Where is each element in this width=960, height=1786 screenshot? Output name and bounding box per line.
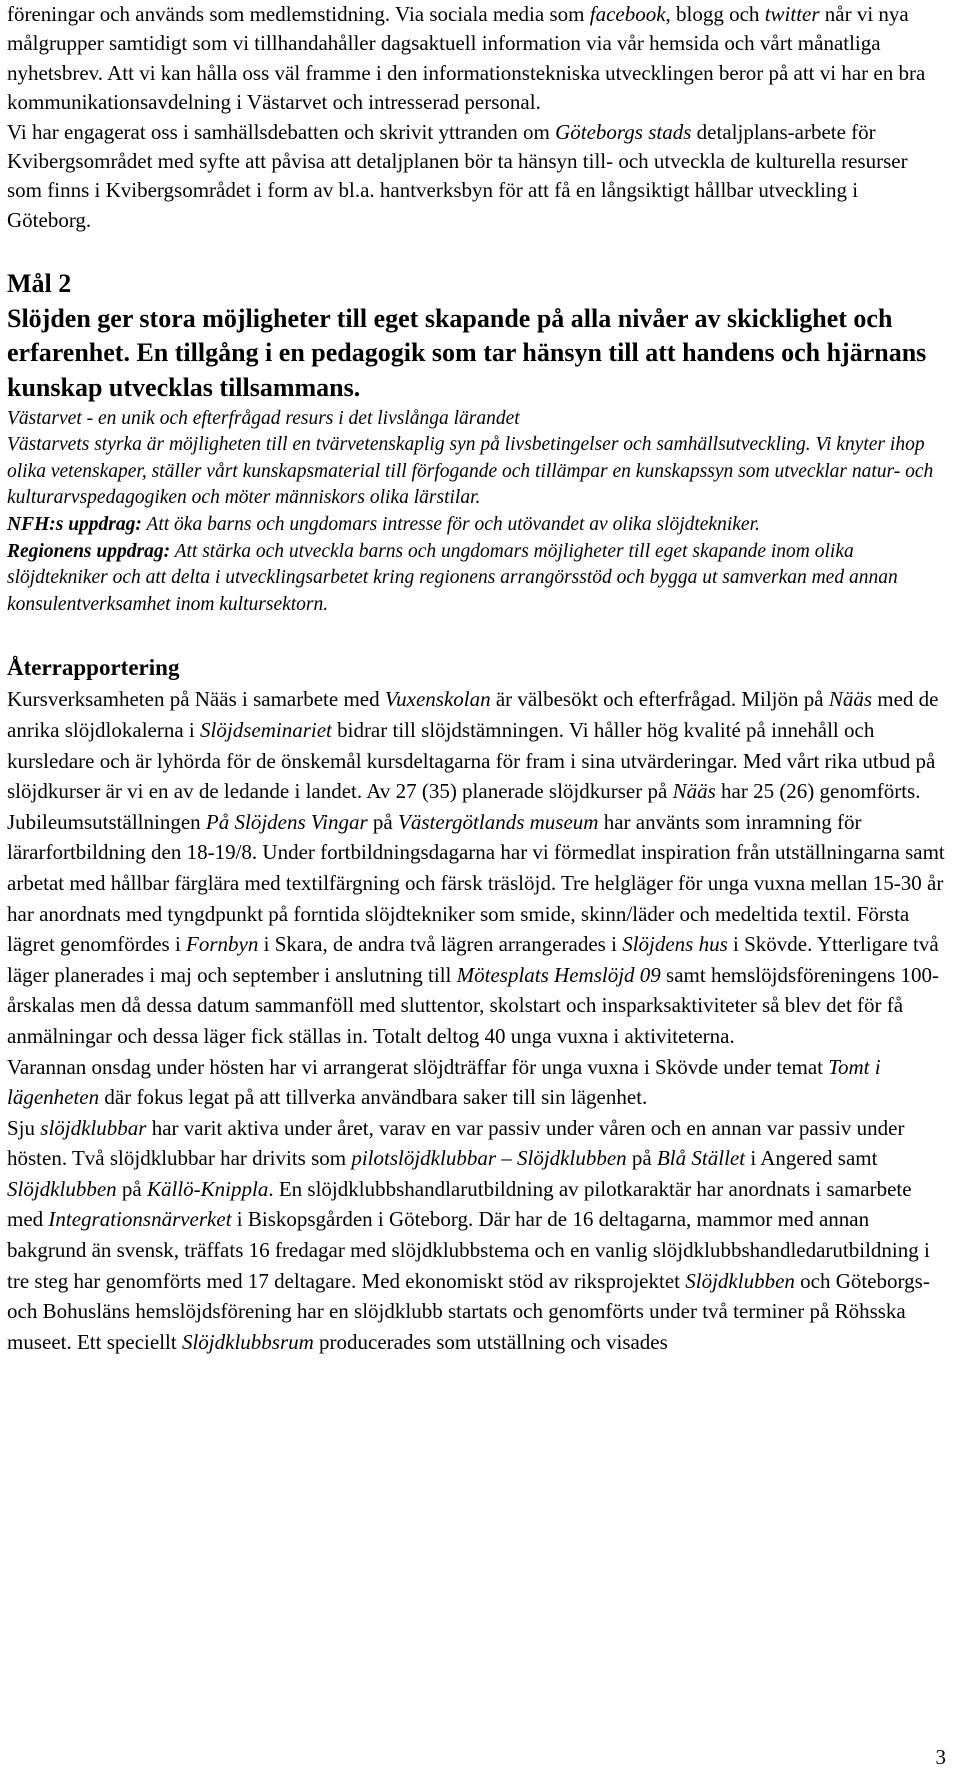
emphasis-integrationsnatverket: Integrationsnärverket [48, 1207, 232, 1232]
text-run: på [626, 1146, 657, 1171]
emphasis-slojdklubben: Slöjdklubben [7, 1176, 117, 1201]
emphasis-tomt-i-lagenheten: Tomt i lägenheten [7, 1054, 881, 1110]
document-page [7, 0, 945, 1357]
report-paragraph-clubs [7, 1113, 945, 1358]
text-run: Kursverksamheten på Nääs i samarbete med [7, 687, 385, 712]
text-run: med de anrika slöjdlokalerna i [7, 687, 939, 742]
emphasis-bla-stallet: Blå Stället [656, 1146, 746, 1171]
emphasis-slojdklubbsrum: Slöjdklubbsrum [181, 1329, 314, 1354]
goal-heading: Mål 2 [7, 269, 72, 299]
text-run: Varannan onsdag under hösten har vi arrangerat slöjdträffar för unga vuxna i Skövde under temat [7, 1054, 829, 1079]
text-run: , blogg och [665, 2, 765, 26]
emphasis-slojdklubben: Slöjdklubben [685, 1268, 795, 1293]
emphasis-goteborgs-stads: Göteborgs stads [555, 119, 692, 144]
text-run: når vi nya målgrupper samtidigt som vi tillhandahåller dagsaktuell information via vår hemsida och vårt månatliga nyhetsbrev. Att vi kan hålla oss väl framme i den informationstekniska utvecklingen beror på att vi har en bra kommunikationsavdelning i Västarvet och intresserad personal. [7, 2, 926, 115]
text-run: på [367, 809, 398, 834]
text-run: i Skövde. Ytterligare två läger planerades i maj och september i anslutning till [7, 932, 939, 987]
emphasis-pilotslojdklubbar: pilotslöjdklubbar – Slöjdklubben [351, 1146, 627, 1171]
text-run: detaljplans-arbete för Kvibergsområdet med syfte att påvisa att detaljplanen bör ta hänsyn till- och utveckla de kulturella resurser som finns i Kvibergsområdet i form av bl.a. hantverksbyn för att få en långsiktigt hållbar utveckling i Göteborg. [7, 119, 908, 232]
text-run: producerades som utställning och visades [313, 1329, 668, 1354]
emphasis-vuxenskolan: Vuxenskolan [384, 687, 491, 712]
report-paragraph-exhibition [7, 807, 945, 1052]
text-run: i Skara, de andra två lägren arrangerades i [258, 932, 623, 957]
region-assignment [7, 539, 945, 619]
emphasis-facebook: facebook [589, 2, 666, 26]
text-run: på [116, 1176, 147, 1201]
emphasis-twitter: twitter [764, 2, 820, 26]
nfh-assignment [7, 512, 945, 539]
emphasis-slojdklubbar: slöjdklubbar [40, 1115, 147, 1140]
text-run: har varit aktiva under året, varav en var passiv under våren och en annan var passiv under hösten. Två slöjdklubbar har drivits som [7, 1115, 905, 1171]
text-run: där fokus legat på att tillverka användbara saker till sin lägenhet. [99, 1085, 648, 1110]
text-run: . En slöjdklubbshandlarutbildning av pilotkaraktär har anordnats i samarbete med [7, 1176, 912, 1232]
text-run: har använts som inramning för lärarfortbildning den 18-19/8. Under fortbildningsdagarna har vi förmedlat inspiration från utställningarna samt arbetat med hållbar färglära med textilfärgning och färsk träslöjd. Tre helgläger för unga vuxna mellan 15-30 år har anordnats med tyngdpunkt på forntida slöjdtekniker som smide, skinn/läder och medeltida textil. Första lägret genomfördes i [7, 809, 945, 957]
text-run: är välbesökt och efterfrågad. Miljön på [490, 687, 829, 712]
text-run: föreningar och används som medlemstidning. Via sociala media som [7, 2, 590, 26]
emphasis-motesplats-hemslojd: Mötesplats Hemslöjd 09 [456, 962, 661, 987]
text-run: bidrar till slöjdstämningen. Vi håller hög kvalité på innehåll och kursledare och är lyhörda för de önskemål kursdeltagarna för fram i sina utvärderingar. Med vårt rika utbud på slöjdkurser är vi en av de ledande i landet. Av 27 (35) planerade slöjdkurser på [7, 717, 936, 804]
page-number: 3 [935, 1745, 946, 1769]
text-run: har 25 (26) genomförts. [715, 779, 921, 804]
intro-paragraph-media [7, 0, 945, 118]
emphasis-naas: Nääs [672, 779, 716, 804]
emphasis-kallo-knippla: Källö-Knippla [146, 1176, 269, 1201]
goal-sub-text: Västarvets styrka är möjligheten till en tvärvetenskaplig syn på livsbetingelser och samhällsutveckling. Vi knyter ihop olika vetenskaper, ställer vårt kunskapsmaterial till förfogande och tillämpar en kunskapssyn som utvecklar natur- och kulturarvspedagogiken och möter människors olika lärstilar. [7, 434, 934, 509]
text-run: Vi har engagerat oss i samhällsdebatten och skrivit yttranden om [7, 119, 556, 144]
text-run: Jubileumsutställningen [7, 809, 206, 834]
text-run: Sju [7, 1115, 41, 1140]
region-text: Att stärka och utveckla barns och ungdomars möjligheter till eget skapande inom olika slöjdtekniker och att delta i utvecklingsarbetet kring regionens arrangörsstöd och bygga ut samverkan med annan konsulentverksamhet inom kultursektorn. [7, 540, 898, 615]
goal-sub-heading: Västarvet - en unik och efterfrågad resurs i det livslånga lärandet [7, 407, 520, 429]
text-run: och Göteborgs- och Bohusläns hemslöjdsförening har en slöjdklubb startats och genomförts under två terminer på Röhsska museet. Ett speciellt [7, 1268, 930, 1354]
emphasis-pa-slojdens-vingar: På Slöjdens Vingar [205, 809, 368, 834]
text-run: i Biskopsgården i Göteborg. Där har de 16 deltagarna, mammor med annan bakgrund än svensk, träffats 16 fredagar med slöjdklubbstema och en vanlig slöjdklubbshandledarutbildning i tre steg har genomförts med 17 deltagare. Med ekonomiskt stöd av riksprojektet [7, 1207, 930, 1293]
report-paragraph-skovde [7, 1052, 945, 1113]
intro-paragraph-debate [7, 118, 945, 236]
goal-statement: Slöjden ger stora möjligheter till eget skapande på alla nivåer av skicklighet och erfarenhet. En tillgång i en pedagogik som tar hänsyn till att handens och hjärnans kunskap utvecklas tillsammans. [7, 303, 927, 403]
nfh-label: NFH:s uppdrag: [7, 514, 142, 535]
nfh-text: Att öka barns och ungdomars intresse för och utövandet av olika slöjdtekniker. [141, 514, 760, 535]
text-run: i Angered samt [745, 1146, 878, 1171]
emphasis-naas: Nääs [828, 687, 873, 712]
emphasis-slojdseminariet: Slöjdseminariet [200, 717, 332, 742]
emphasis-slojdens-hus: Slöjdens hus [622, 932, 728, 957]
report-paragraph-courses [7, 684, 945, 806]
report-heading: Återrapportering [7, 655, 180, 681]
text-run: samt hemslöjdsföreningens 100-årskalas men då dessa datum sammanföll med sluttentor, skolstart och insparksaktiviteter så blev det för få anmälningar och dessa läger fick ställas in. Totalt deltog 40 unga vuxna i aktiviteterna. [7, 962, 939, 1048]
region-label: Regionens uppdrag: [7, 540, 171, 562]
emphasis-vastergotlands-museum: Västergötlands museum [398, 809, 599, 834]
emphasis-fornbyn: Fornbyn [186, 932, 259, 957]
